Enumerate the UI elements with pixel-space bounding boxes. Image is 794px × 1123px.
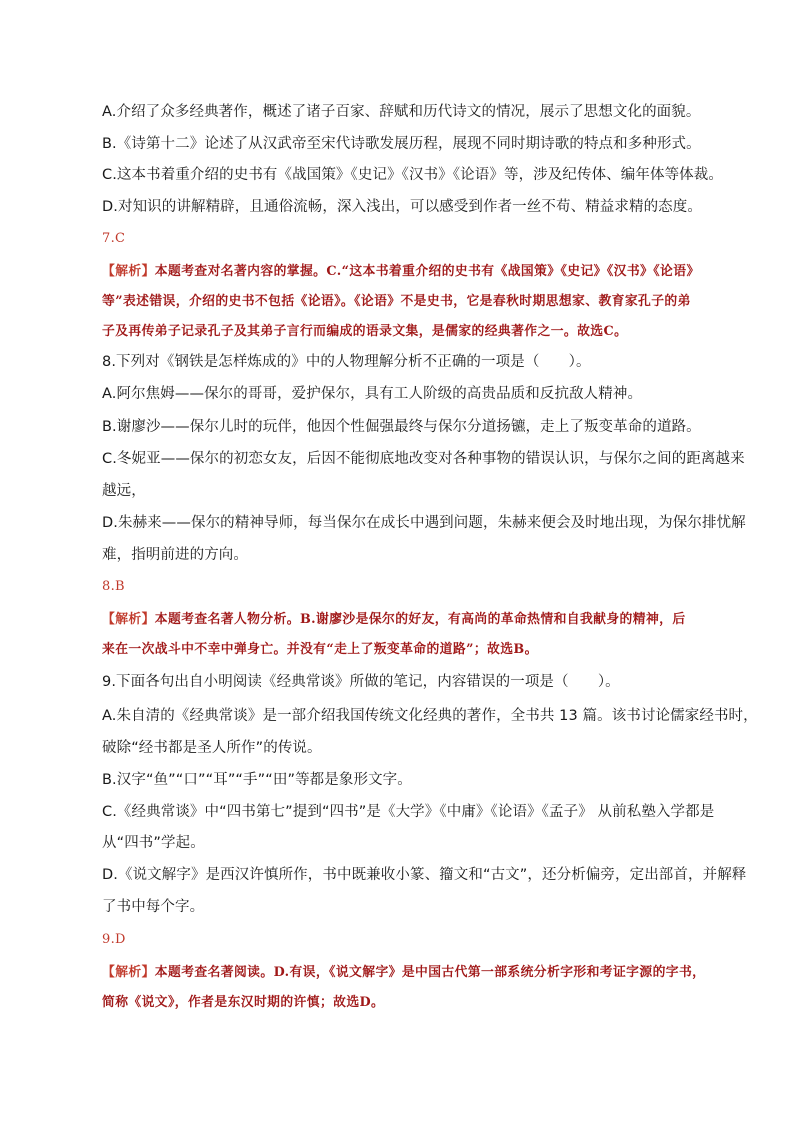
q9-explanation-line-1 (102, 963, 742, 983)
q8-stem: 8.下列对《钢铁是怎样炼成的》中的人物理解分析不正确的一项是（ ）。 (102, 354, 591, 370)
q7-explanation-line-2: 等”表述错误，介绍的史书不包括《论语》。《论语》不是史书，它是春秋时期思想家、教育家孔子的弟 (102, 294, 691, 309)
q7-explanation-line-1 (102, 262, 742, 282)
q9-explanation-tag: 【解析】 (102, 965, 155, 980)
q7-explanation-tag: 【解析】 (102, 264, 155, 279)
q9-stem: 9.下面各句出自小明阅读《经典常谈》所做的笔记，内容错误的一项是（ ）。 (102, 674, 620, 690)
q7-option-c: C.这本书着重介绍的史书有《战国策》《史记》《汉书》《论语》等，涉及纪传体、编年体等体裁。 (102, 167, 723, 183)
q7-option-b: B.《诗第十二》论述了从汉武帝至宋代诗歌发展历程，展现不同时期诗歌的特点和多种形式。 (102, 136, 701, 152)
q8-option-d: D.朱赫来——保尔的精神导师，每当保尔在成长中遇到问题，朱赫来便会及时地出现，为保尔排忧解 (102, 515, 746, 531)
q7-explanation-line-3: 子及再传弟子记录孔子及其弟子言行而编成的语录文集，是儒家的经典著作之一。故选C。 (102, 324, 628, 339)
q8-explanation-text-1: 本题考查名著人物分析。B.谢廖沙是保尔的好友，有高尚的革命热情和自我献身的精神，后 (154, 612, 686, 627)
q7-explanation-text-1: 本题考查对名著内容的掌握。C.“这本书着重介绍的史书有《战国策》《史记》《汉书》《论语》 (154, 264, 700, 279)
q9-option-c: C.《经典常谈》中“四书第七”提到“四书”是《大学》《中庸》《论语》《孟子》 从前私塾入学都是 (102, 804, 715, 820)
q9-option-a-cont: 破除“经书都是圣人所作”的传说。 (102, 740, 322, 756)
q8-option-c: C.冬妮亚——保尔的初恋女友，后因不能彻底地改变对各种事物的错误认识，与保尔之间的距离越来 (102, 451, 745, 467)
q7-answer: 7.C (102, 231, 126, 246)
q8-option-d-cont: 难，指明前进的方向。 (102, 547, 248, 563)
q9-explanation-text-1: 本题考查名著阅读。D.有误，《说文解字》是中国古代第一部系统分析字形和考证字源的字书， (154, 965, 706, 980)
q8-explanation-line-1 (102, 610, 742, 630)
q8-option-c-cont: 越远， (102, 483, 146, 499)
q9-option-b: B.汉字“鱼”“口”“耳”“手”“田”等都是象形文字。 (102, 772, 412, 788)
q7-option-a: A.介绍了众多经典著作，概述了诸子百家、辞赋和历代诗文的情况，展示了思想文化的面貌。 (102, 104, 701, 120)
q9-option-d-cont: 了书中每个字。 (102, 899, 205, 915)
q7-option-d: D.对知识的讲解精辟，且通俗流畅，深入浅出，可以感受到作者一丝不苟、精益求精的态度。 (102, 199, 702, 215)
q8-explanation-line-2: 来在一次战斗中不幸中弹身亡。并没有“走上了叛变革命的道路”；故选B。 (102, 642, 538, 657)
q8-answer: 8.B (102, 579, 125, 594)
q8-option-b: B.谢廖沙——保尔儿时的玩伴，他因个性倔强最终与保尔分道扬镳，走上了叛变革命的道路。 (102, 419, 701, 435)
q9-option-a: A.朱自清的《经典常谈》是一部介绍我国传统文化经典的著作，全书共 13 篇。该书讨论儒家经书时， (102, 708, 758, 724)
q9-option-c-cont: 从“四书”学起。 (102, 835, 205, 851)
q9-explanation-line-2: 简称《说文》，作者是东汉时期的许慎；故选D。 (102, 995, 385, 1010)
q9-option-d: D.《说文解字》是西汉许慎所作，书中既兼收小篆、籀文和“古文”，还分析偏旁，定出部首，并解释 (102, 867, 747, 883)
q9-answer: 9.D (102, 932, 126, 947)
q8-option-a: A.阿尔焦姆——保尔的哥哥，爱护保尔，具有工人阶级的高贵品质和反抗敌人精神。 (102, 386, 643, 402)
q8-explanation-tag: 【解析】 (102, 612, 155, 627)
